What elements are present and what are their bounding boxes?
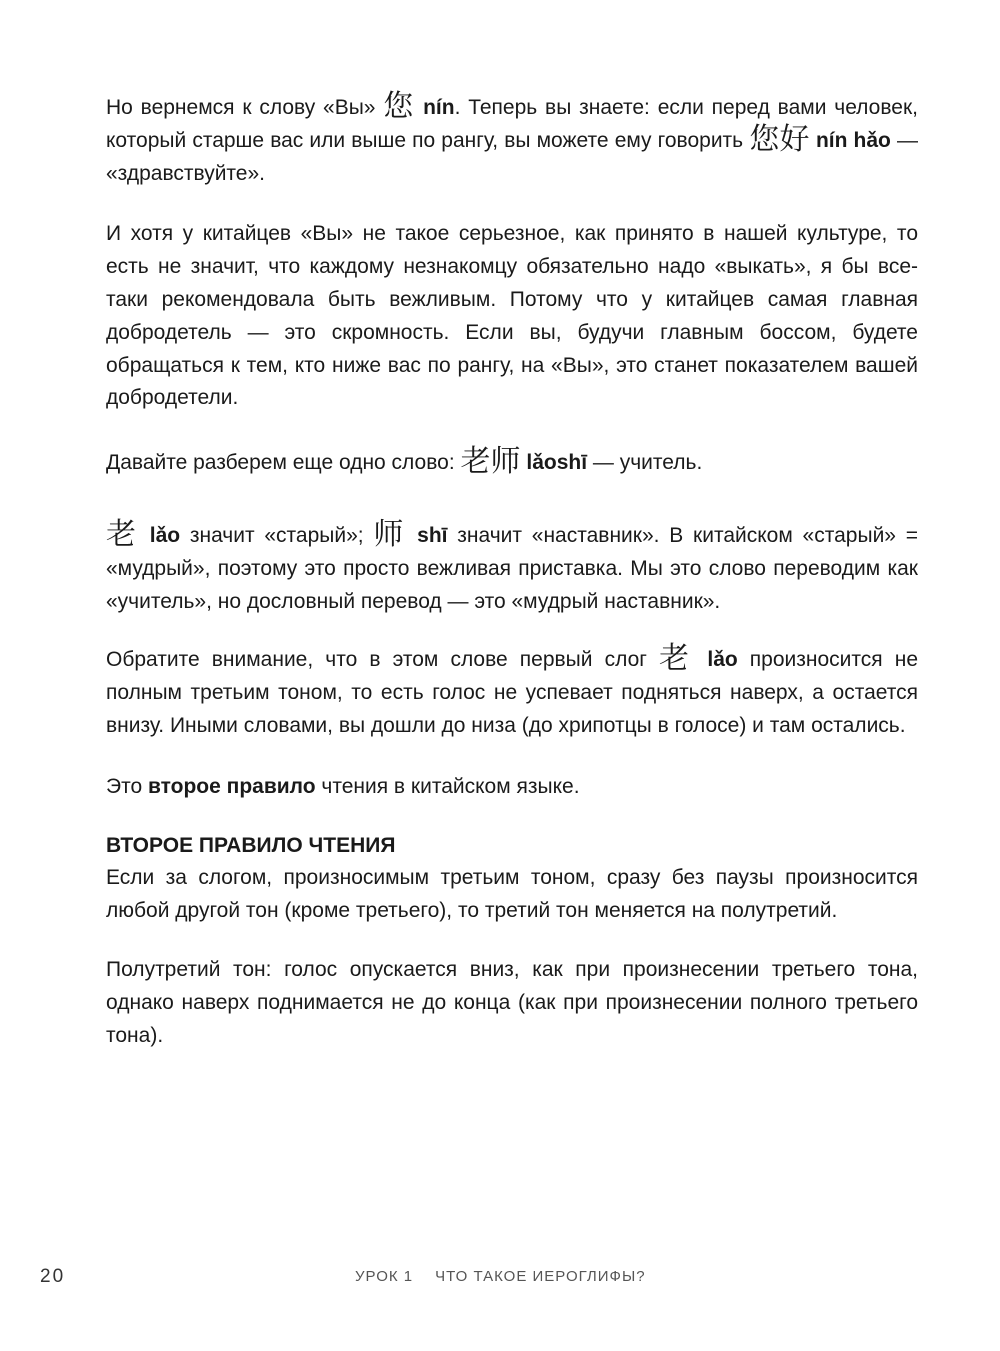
p5-text-a: Обратите внимание, что в этом слове первый слог xyxy=(106,648,647,672)
pinyin-nin: nín xyxy=(423,96,455,119)
paragraph-rule: Если за слогом, произносимым третьим тоном, сразу без паузы произносится любой другой тон (кроме третьего), то третий тон меняется на полутретий. xyxy=(106,866,918,923)
pinyin-laoshi: lǎoshī xyxy=(526,451,588,475)
hanzi-laoshi: 老师 xyxy=(460,444,521,480)
lesson-title: ЧТО ТАКОЕ ИЕРОГЛИФЫ? xyxy=(435,1268,646,1285)
paragraph-6 xyxy=(106,771,918,804)
p3-text-a: Давайте разберем еще одно слово: xyxy=(106,451,455,475)
p6-text-c: чтения в китайском языке. xyxy=(321,774,580,798)
p1-text-d: — «здравствуйте». xyxy=(106,128,919,185)
page-number: 20 xyxy=(40,1266,66,1287)
pinyin-lao: lǎo xyxy=(149,523,181,547)
section-heading: ВТОРОЕ ПРАВИЛО ЧТЕНИЯ xyxy=(106,833,396,857)
paragraph-3 xyxy=(106,444,918,480)
p3-text-c: — учитель. xyxy=(592,451,703,475)
paragraph-1 xyxy=(106,89,919,190)
page-body xyxy=(106,89,919,1052)
p6-text-a: Это xyxy=(106,774,143,798)
paragraph-5 xyxy=(106,641,919,742)
hanzi-nin-hao: 您好 xyxy=(749,121,810,157)
paragraph-half-third-tone: Полутретий тон: голос опускается вниз, как при произнесении третьего тона, однако наверх поднимается не до конца (как при произнесении полного третьего тона). xyxy=(106,957,918,1047)
pinyin-shi: shī xyxy=(417,523,448,547)
lesson-label: УРОК 1 xyxy=(355,1268,414,1285)
p1-text-c: . Теперь вы знаете: если перед вами человек, который старше вас или выше по рангу, вы можете ему говорить xyxy=(106,96,918,152)
hanzi-nin: 您 xyxy=(383,89,416,124)
page-footer xyxy=(40,1266,920,1290)
paragraph-4 xyxy=(106,516,919,618)
p5-text-c: произносится не полным третьим тоном, то есть голос не успевает подняться наверх, а остается внизу. Иными словами, вы дошли до низа (до хрипотцы в голосе) и там остались. xyxy=(106,648,919,737)
p6-bold: второе правило xyxy=(148,774,316,798)
paragraph-2: И хотя у китайцев «Вы» не такое серьезное, как принято в нашей культуре, то есть не значит, что каждому незнакомцу обязательно надо «выкать», я бы все-таки рекомендовала быть вежливым. Потому что у китайцев самая главная добродетель — это скромность. Если вы, будучи главным боссом, будете обращаться к тем, кто ниже вас по рангу, на «Вы», это станет показателем вашей добродетели. xyxy=(106,222,918,410)
running-head xyxy=(355,1268,668,1285)
hanzi-lao-2: 老 xyxy=(659,641,696,677)
pinyin-lao-2: lǎo xyxy=(707,648,738,672)
hanzi-lao: 老 xyxy=(106,516,140,552)
pinyin-nin-hao: nín hǎo xyxy=(815,128,891,152)
p4-text-a: значит «старый»; xyxy=(189,523,364,547)
p1-text-a: Но вернемся к слову «Вы» xyxy=(106,96,376,119)
hanzi-shi: 师 xyxy=(373,516,408,552)
p4-text-c: значит «наставник». В китайском «старый» = «мудрый», поэтому это просто вежливая приставка. Мы это слово переводим как «учитель», но дословный перевод — это «мудрый наставник». xyxy=(106,523,919,613)
